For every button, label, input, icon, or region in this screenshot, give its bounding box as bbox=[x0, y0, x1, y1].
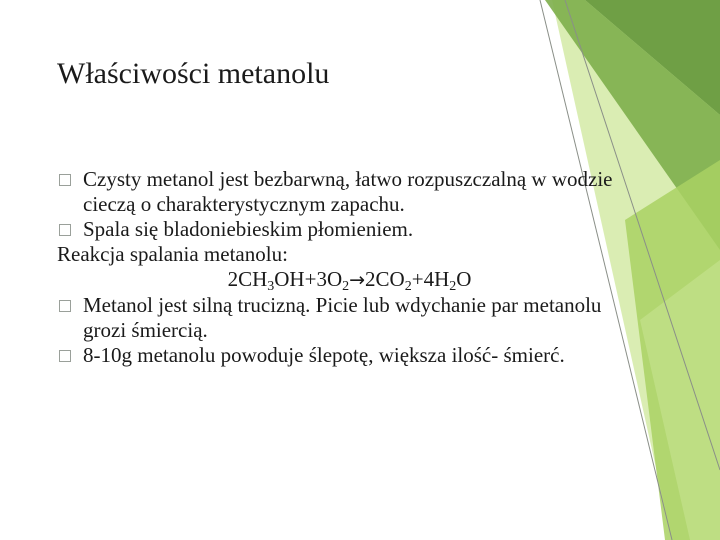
equation-part: O bbox=[456, 267, 472, 291]
equation-plus: + bbox=[304, 267, 317, 291]
list-item bbox=[57, 167, 642, 217]
list-item bbox=[57, 343, 642, 368]
list-item-text: Spala się bladoniebieskim płomieniem. bbox=[83, 217, 414, 241]
square-bullet-icon bbox=[59, 300, 71, 312]
equation-part: 2CH bbox=[227, 267, 268, 291]
reaction-label: Reakcja spalania metanolu: bbox=[57, 242, 288, 266]
slide-content bbox=[57, 167, 642, 368]
reaction-arrow-icon: → bbox=[349, 269, 366, 291]
equation-subscript: 3 bbox=[267, 279, 275, 294]
equation-subscript: 2 bbox=[342, 279, 350, 294]
equation-part: OH bbox=[274, 267, 305, 291]
slide-title: Właściwości metanolu bbox=[57, 57, 330, 90]
equation-plus: + bbox=[411, 267, 424, 291]
equation-part: 3O bbox=[316, 267, 343, 291]
list-item bbox=[57, 293, 642, 343]
equation-part: 2CO bbox=[365, 267, 405, 291]
equation-subscript: 2 bbox=[404, 279, 412, 294]
reaction-equation bbox=[57, 267, 642, 293]
equation-subscript: 2 bbox=[449, 279, 457, 294]
list-item bbox=[57, 217, 642, 242]
list-item-text: 8-10g metanolu powoduje ślepotę, większa ilość- śmierć. bbox=[83, 343, 565, 367]
square-bullet-icon bbox=[59, 174, 71, 186]
square-bullet-icon bbox=[59, 224, 71, 236]
list-item-text: Czysty metanol jest bezbarwną, łatwo rozpuszczalną w wodzie cieczą o charakterystycznym zapachu. bbox=[83, 167, 613, 216]
equation-part: 4H bbox=[423, 267, 450, 291]
square-bullet-icon bbox=[59, 350, 71, 362]
list-item-text: Metanol jest silną trucizną. Picie lub wdychanie par metanolu grozi śmiercią. bbox=[83, 293, 602, 342]
